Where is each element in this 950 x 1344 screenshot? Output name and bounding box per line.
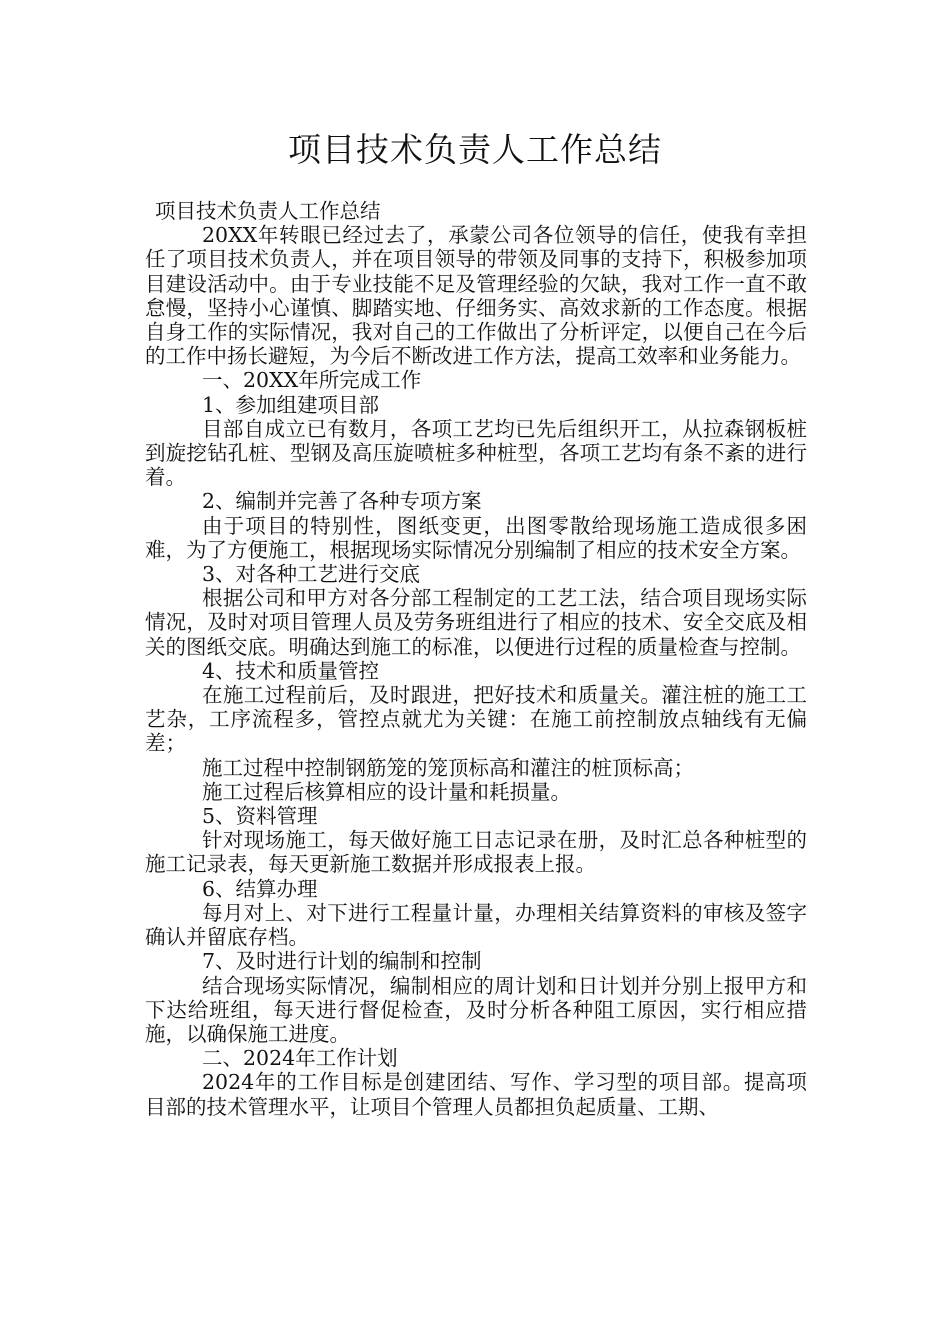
paragraph-plan: 2024年的工作目标是创建团结、写作、学习型的项目部。提高项目部的技术管理水平，让项目个管理人员都担负起质量、工期、 (145, 1070, 807, 1119)
paragraph-item-4c: 施工过程后核算相应的设计量和耗损量。 (202, 779, 571, 804)
section-heading-1: 一、20XX年所完成工作 (202, 368, 422, 393)
document-body (145, 199, 807, 1119)
document-subtitle: 项目技术负责人工作总结 (155, 199, 381, 223)
item-heading-3: 3、对各种工艺进行交底 (202, 562, 421, 587)
item-heading-5: 5、资料管理 (202, 804, 318, 829)
paragraph-intro: 20XX年转眼已经过去了，承蒙公司各位领导的信任，使我有幸担任了项目技术负责人，并在项目领导的带领及同事的支持下，积极参加项目建设活动中。由于专业技能不足及管理经验的欠缺，我对工作一直不敢怠慢，坚持小心谨慎、脚踏实地、仔细务实、高效求新的工作态度。根据自身工作的实际情况，我对自己的工作做出了分析评定，以便自己在今后的工作中扬长避短，为今后不断改进工作方法，提高工效率和业务能力。 (145, 223, 807, 369)
paragraph-item-3: 根据公司和甲方对各分部工程制定的工艺工法，结合项目现场实际情况，及时对项目管理人员及劳务班组进行了相应的技术、安全交底及相关的图纸交底。明确达到施工的标准，以便进行过程的质量检查与控制。 (145, 586, 807, 659)
section-heading-2: 二、2024年工作计划 (202, 1046, 398, 1071)
item-heading-4: 4、技术和质量管控 (202, 658, 380, 683)
item-heading-1: 1、参加组建项目部 (202, 392, 380, 417)
item-heading-6: 6、结算办理 (202, 876, 318, 901)
document-title: 项目技术负责人工作总结 (288, 130, 662, 169)
item-heading-2: 2、编制并完善了各种专项方案 (202, 489, 482, 514)
paragraph-item-7: 结合现场实际情况，编制相应的周计划和日计划并分别上报甲方和下达给班组，每天进行督促检查，及时分析各种阻工原因，实行相应措施，以确保施工进度。 (145, 973, 807, 1046)
paragraph-item-2: 由于项目的特别性，图纸变更，出图零散给现场施工造成很多困难，为了方便施工，根据现场实际情况分别编制了相应的技术安全方案。 (145, 513, 807, 562)
paragraph-item-4: 在施工过程前后，及时跟进，把好技术和质量关。灌注桩的施工工艺杂，工序流程多，管控点就尤为关键：在施工前控制放点轴线有无偏差； (145, 683, 807, 756)
item-heading-7: 7、及时进行计划的编制和控制 (202, 949, 482, 974)
paragraph-item-6: 每月对上、对下进行工程量计量，办理相关结算资料的审核及签字确认并留底存档。 (145, 900, 807, 950)
paragraph-item-5: 针对现场施工，每天做好施工日志记录在册，及时汇总各种桩型的施工记录表，每天更新施工数据并形成报表上报。 (145, 828, 807, 877)
paragraph-item-1: 目部自成立已有数月，各项工艺均已先后组织开工，从拉森钢板桩到旋挖钻孔桩、型钢及高压旋喷桩多种桩型，各项工艺均有条不紊的进行着。 (145, 416, 807, 490)
paragraph-item-4b: 施工过程中控制钢筋笼的笼顶标高和灌注的桩顶标高； (202, 755, 694, 780)
